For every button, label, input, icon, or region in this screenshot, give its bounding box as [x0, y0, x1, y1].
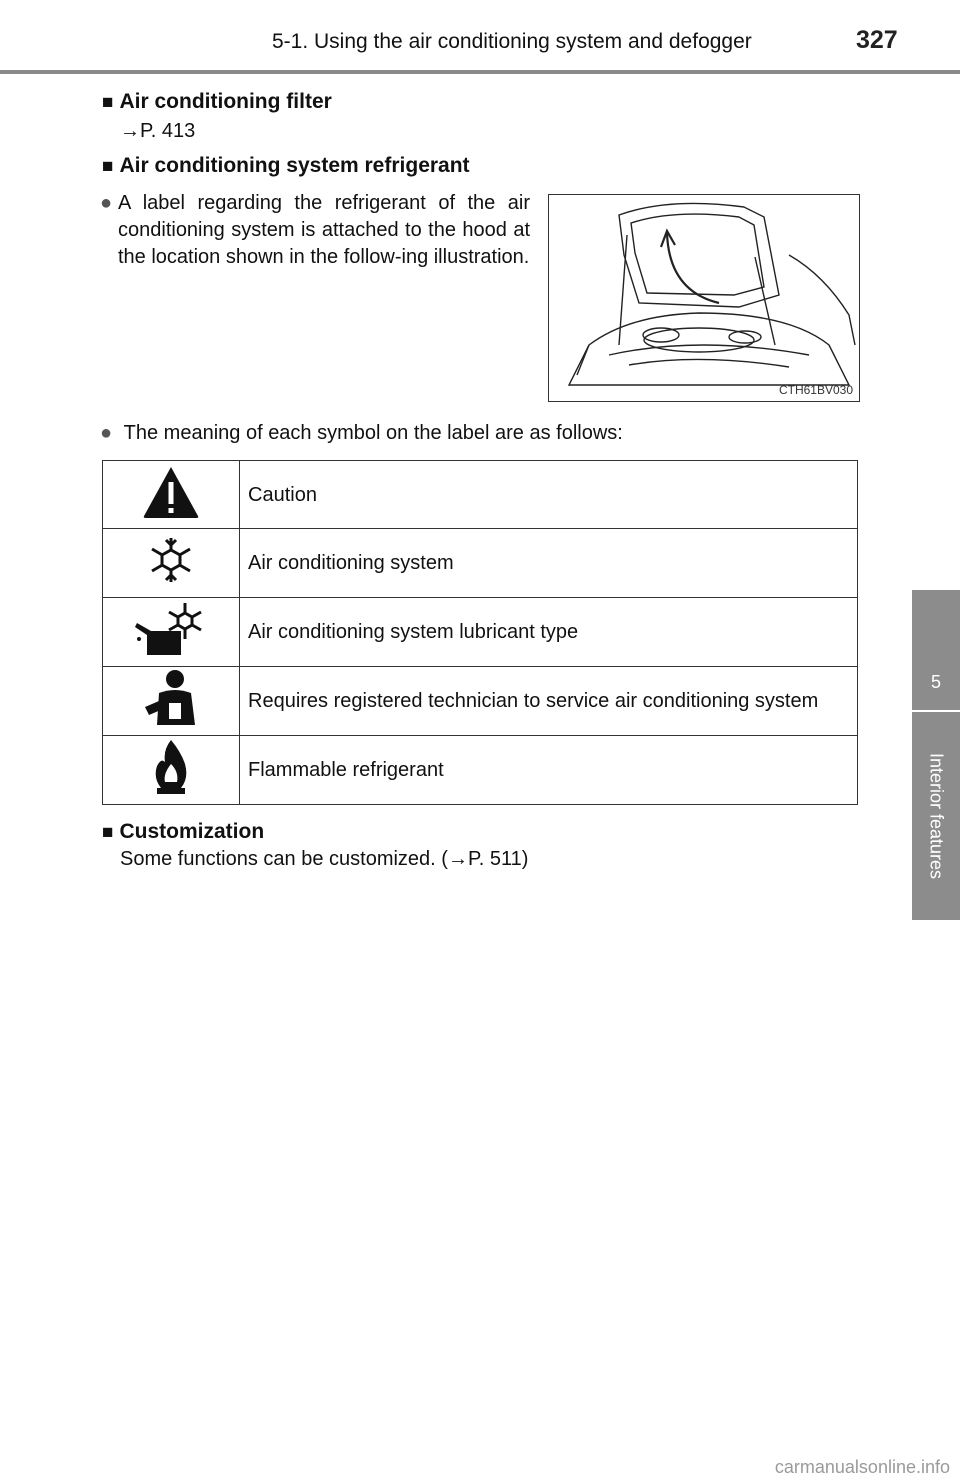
car-hood-open-icon [549, 195, 859, 401]
page-number: 327 [856, 26, 898, 54]
closing-paren: ) [521, 848, 529, 870]
header-divider [0, 70, 960, 74]
table-row [103, 598, 858, 667]
symbol-description: Requires registered technician to service air conditioning system [240, 667, 858, 736]
label-location-paragraph: A label regarding the refrigerant of the air conditioning system is attached to the hood at the location shown in the follow-ing illustration. [118, 192, 530, 268]
header-title: 5-1. Using the air conditioning system and defogger [272, 30, 752, 53]
caution-icon [141, 464, 201, 520]
reference-text: P. 413 [140, 120, 196, 142]
symbol-cell [103, 667, 240, 736]
chapter-number-box [912, 590, 960, 710]
symbols-intro-text: The meaning of each symbol on the label are as follows: [123, 422, 623, 444]
symbol-cell [103, 461, 240, 529]
chapter-label: Interior features [926, 752, 947, 880]
table-row [103, 529, 858, 598]
table-row [103, 736, 858, 805]
arrow-right-icon: → [447, 848, 468, 870]
square-bullet-icon: ■ [102, 822, 114, 843]
heading-text: Air conditioning filter [119, 90, 332, 113]
technician-icon [141, 669, 201, 727]
customization-text: Some functions can be customized. ( [120, 848, 448, 870]
chapter-side-tab [912, 590, 960, 920]
page-reference-link[interactable] [120, 120, 195, 143]
chapter-number: 5 [930, 672, 941, 692]
page-reference-link[interactable]: P. 511 [467, 848, 522, 870]
symbol-table [102, 460, 858, 805]
symbol-description: Air conditioning system lubricant type [240, 598, 858, 667]
oil-can-snowflake-icon [133, 601, 209, 657]
heading-text: Customization [119, 820, 265, 843]
symbol-description: Flammable refrigerant [240, 736, 858, 805]
section-heading-refrigerant [102, 154, 470, 178]
bullet-dot-icon: ● [100, 422, 113, 444]
site-watermark: carmanualsonline.info [774, 1457, 950, 1477]
table-row [103, 461, 858, 529]
arrow-right-icon: → [120, 120, 140, 142]
symbols-intro [100, 420, 623, 447]
flame-icon [151, 738, 191, 796]
hood-label-illustration [548, 194, 860, 402]
table-row [103, 667, 858, 736]
symbol-cell [103, 529, 240, 598]
square-bullet-icon: ■ [102, 156, 114, 177]
symbol-description: Air conditioning system [240, 529, 858, 598]
symbol-description: Caution [240, 461, 858, 529]
symbol-cell [103, 598, 240, 667]
section-heading-customization [102, 820, 264, 844]
section-heading-filter [102, 90, 332, 114]
chapter-label-box [912, 712, 960, 920]
customization-paragraph [120, 848, 528, 871]
illustration-code: CTH61BV030 [778, 383, 853, 397]
square-bullet-icon: ■ [102, 92, 114, 113]
heading-text: Air conditioning system refrigerant [119, 154, 470, 177]
symbol-cell [103, 736, 240, 805]
snowflake-icon [146, 535, 196, 585]
